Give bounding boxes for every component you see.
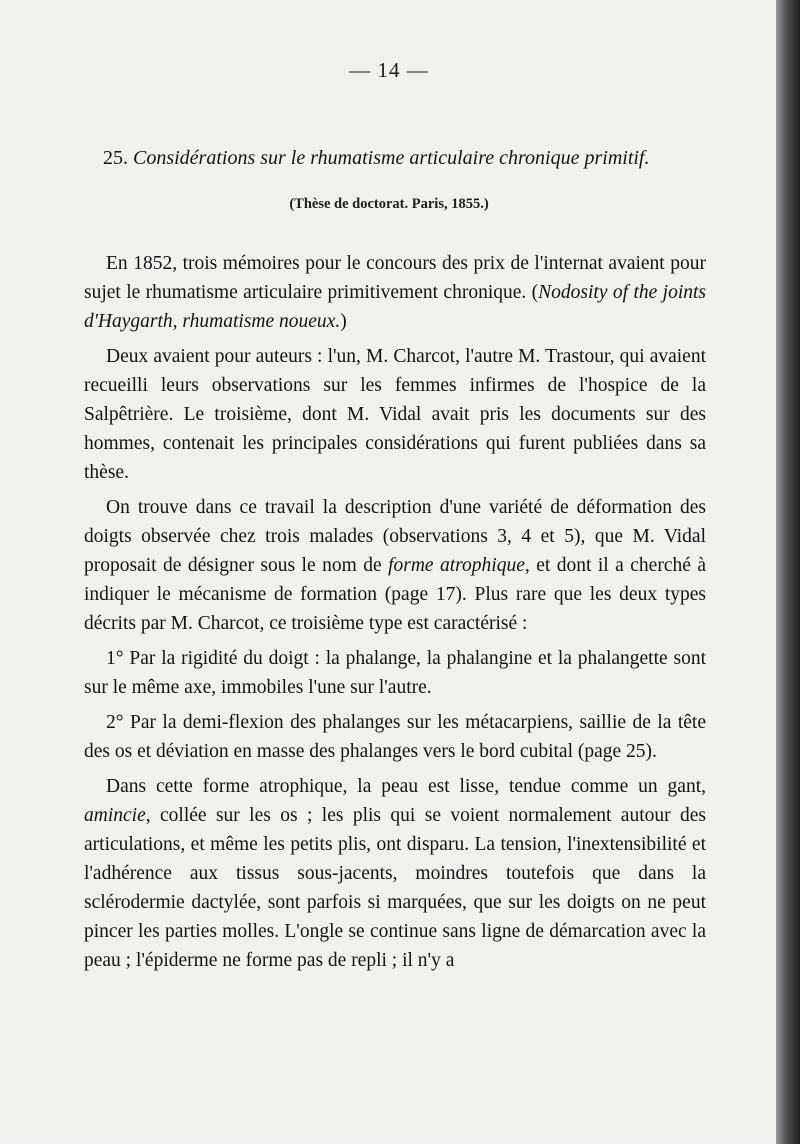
thesis-reference: (Thèse de doctorat. Paris, 1855.) xyxy=(289,196,489,212)
paragraph-3-text: On trouve dans ce travail la description d'une variété de déformation des doigts observée chez trois malades (observations 3, 4 et 5), que M. Vidal proposait de désigner sous le nom de xyxy=(84,497,706,576)
paragraph-6 xyxy=(84,772,706,975)
paragraph-4: 1° Par la rigidité du doigt : la phalange, la phalangine et la phalangette sont sur le même axe, immobiles l'une sur l'autre. xyxy=(84,648,706,698)
section-heading xyxy=(103,147,649,170)
paragraph-1-close: ) xyxy=(340,311,347,332)
paragraph-6-text: Dans cette forme atrophique, la peau est lisse, tendue comme un gant, xyxy=(106,776,706,797)
paragraph-3-italic: forme atrophique xyxy=(388,555,525,576)
page-number: — 14 — xyxy=(349,58,429,82)
paragraph-6-rest: , collée sur les os ; les plis qui se voient normalement autour des articulations, et même les petits plis, ont disparu. La tension, l'inextensibilité et l'adhérence aux tissus sous-jacents, moindres toutefois que dans la sclérodermie dactylée, sont parfois si marquées, que sur les doigts on ne peut pincer les parties molles. L'ongle se continue sans ligne de démarcation avec la peau ; l'épiderme ne forme pas de repli ; il n'y a xyxy=(84,805,706,971)
paragraph-5: 2° Par la demi-flexion des phalanges sur les métacarpiens, saillie de la tête des os et déviation en masse des phalanges vers le bord cubital (page 25). xyxy=(84,712,706,762)
body-text xyxy=(84,249,706,981)
paragraph-1 xyxy=(84,249,706,336)
paragraph-1-italic: Nodosity of the joints d'Haygarth, rhumatisme noueux. xyxy=(84,282,706,332)
paragraph-1-text: En 1852, trois mémoires pour le concours des prix de l'internat avaient pour sujet le rhumatisme articulaire primitivement chronique. ( xyxy=(84,253,706,303)
section-number: 25. xyxy=(103,147,128,169)
book-spine-edge xyxy=(776,0,800,1144)
paragraph-6-italic: amincie xyxy=(84,805,146,826)
paragraph-2: Deux avaient pour auteurs : l'un, M. Charcot, l'autre M. Trastour, qui avaient recueilli leurs observations sur les femmes infirmes de l'hospice de la Salpêtrière. Le troisième, dont M. Vidal avait pris les documents sur des hommes, contenait les principales considérations qui furent publiées dans sa thèse. xyxy=(84,346,706,483)
paragraph-3-rest: , et dont il a cherché à indiquer le mécanisme de formation (page 17). Plus rare que les deux types décrits par M. Charcot, ce troisième type est caractérisé : xyxy=(84,555,706,634)
section-title: Considérations sur le rhumatisme articulaire chronique primitif. xyxy=(133,147,650,169)
paragraph-3 xyxy=(84,493,706,638)
